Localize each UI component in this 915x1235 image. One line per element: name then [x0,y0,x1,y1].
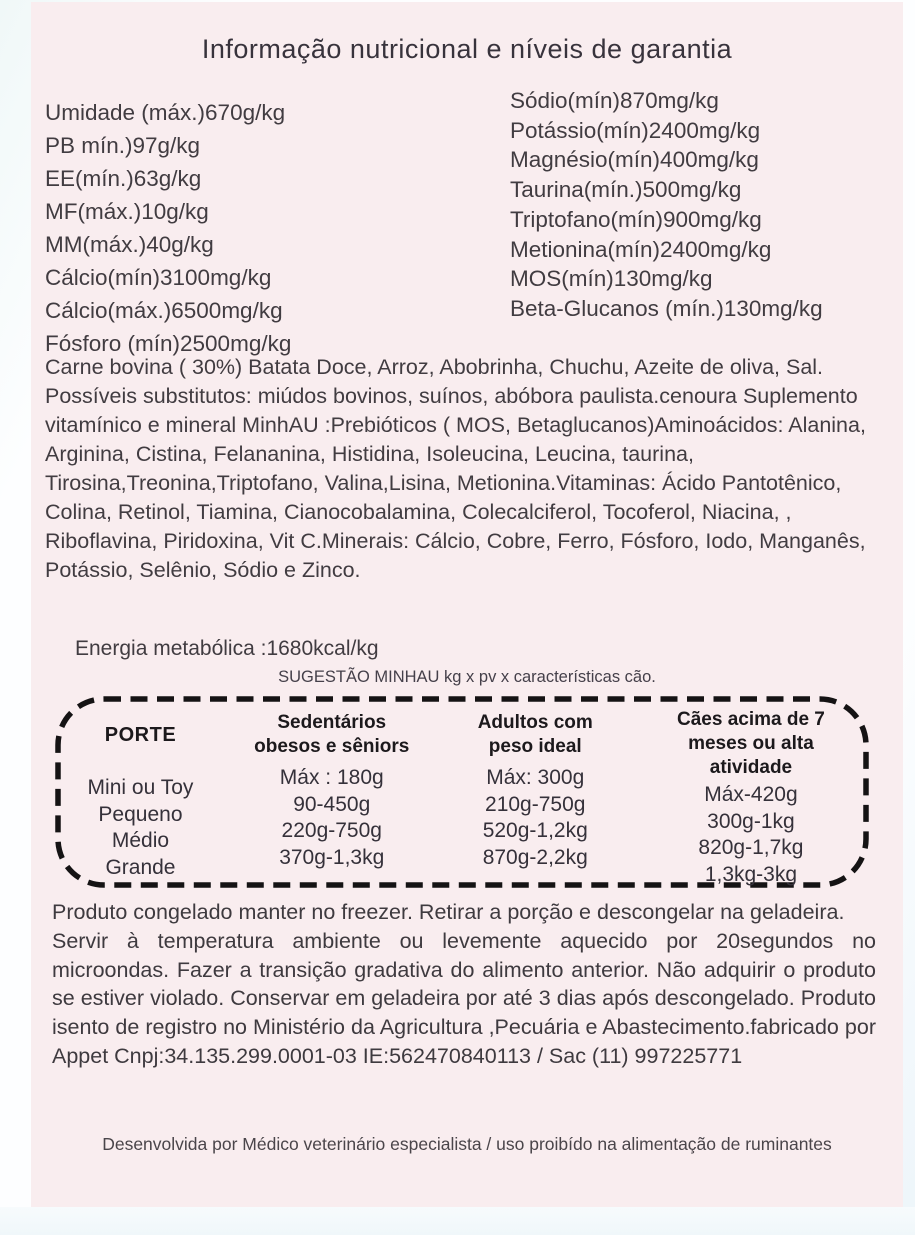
table-cell: Médio [111,829,170,852]
ingredients-paragraph: Carne bovina ( 30%) Batata Doce, Arroz, Abobrinha, Chuchu, Azeite de oliva, Sal. Possíveis substitutos: miúdos bovinos, suínos, abóbora paulista.cenoura Suplemento vitamínico e mineral MinhAU :Prebióticos ( MOS, Betaglucanos)Aminoácidos: Alanina, Arginina, Cistina, Felananina, Histidina, Isoleucina, Leucina, taurina, Tirosina,Treonina,Triptofano, Valina,Lisina, Metionina.Vitaminas: Ácido Pantotênico, Colina, Retinol, Tiamina, Cianocobalamina, Colecalciferol, Tocoferol, Niacina, , Riboflavina, Piridoxina, Vit C.Minerais: Cálcio, Cobre, Ferro, Fósforo, Iodo, Manganês, Potássio, Selênio, Sódio e Zinco. [45,355,866,582]
nutrition-line: Sódio(mín)870mg/kg [510,88,719,113]
nutrition-line: MOS(mín)130mg/kg [510,266,713,292]
table-cell: 370g-1,3kg [279,845,385,869]
nutrition-line: Umidade (máx.)670g/kg [45,100,286,125]
table-cell: Pequeno [98,802,183,826]
table-cell: Grande [105,855,176,879]
storage-paragraph-2: Servir à temperatura ambiente ou levemente aquecido por 20segundos no microondas. Fazer a transição gradativa do alimento anterior. Não adquirir o produto se estiver violado. Conservar em geladeira por até 3 dias após descongelado. Produto isento de registro no Ministério da Agricultura ,Pecuária e Abastecimento.fabricado por Appet Cnpj:34.135.299.0001-03 IE:562470840113 / Sac (11) 997225771 [52,928,876,1068]
nutrition-line: Potássio(mín)2400mg/kg [510,117,761,143]
table-cell: 820g-1,7kg [698,836,804,859]
nutrition-label-card [31,2,903,1207]
table-cell: 300g-1kg [707,809,795,833]
table-cell: 210g-750g [485,792,586,816]
table-header: Cães acima de 7 meses ou alta atividade [677,708,825,778]
table-cell: Máx: 300g [486,766,585,789]
table-cell: 220g-750g [281,819,382,842]
table-rows [88,775,194,881]
page-title: Informação nutricional e níveis de garantia [201,34,733,64]
table-column-sedentarios [226,696,438,888]
table-header: Sedentários obesos e sêniors [254,712,410,757]
storage-paragraph-1: Produto congelado manter no freezer. Retirar a porção e descongelar na geladeira. [52,900,845,924]
feeding-table [55,696,869,888]
nutrition-line: Metionina(mín)2400mg/kg [510,236,772,262]
table-header: PORTE [104,724,177,746]
nutrition-line: Cálcio(mín)3100mg/kg [45,265,272,290]
nutrition-line: MM(máx.)40g/kg [45,232,214,257]
table-header: Adultos com peso ideal [477,712,593,757]
nutrition-line: Cálcio(máx.)6500mg/kg [45,298,283,323]
table-cell: 1,3kg-3kg [704,862,798,886]
table-cell: 870g-2,2kg [482,845,588,869]
table-column-porte [55,696,226,888]
table-cell: 520g-1,2kg [482,819,588,842]
nutrition-line: PB mín.)97g/kg [45,133,201,158]
nutrition-left-column [45,96,291,360]
table-rows [483,765,588,871]
table-rows [698,782,803,888]
nutrition-line: MF(máx.)10g/kg [45,199,209,224]
table-column-adultos [438,696,633,888]
table-cell: Máx : 180g [279,766,384,789]
footer-note: Desenvolvida por Médico veterinário especialista / uso proibído na alimentação de ruminantes [102,1134,832,1154]
energy-line: Energia metabólica :1680kcal/kg [75,637,379,660]
nutrition-right-column [510,86,823,324]
nutrition-line: Triptofano(mín)900mg/kg [510,206,762,232]
nutrition-line: Taurina(mín.)500mg/kg [510,177,742,203]
table-column-caes-ativos [633,696,869,888]
table-rows [279,765,384,871]
suggestion-caption: SUGESTÃO MINHAU kg x pv x características cão. [278,668,656,686]
table-cell: 90-450g [293,792,371,816]
storage-instructions [52,898,876,1071]
table-cell: Mini ou Toy [87,776,194,799]
nutrition-line: Fósforo (mín)2500mg/kg [45,331,292,356]
table-cell: Máx-420g [704,783,798,806]
nutrition-line: Beta-Glucanos (mín.)130mg/kg [510,295,823,321]
nutrition-line: EE(mín.)63g/kg [45,166,202,191]
nutrition-line: Magnésio(mín)400mg/kg [510,147,759,173]
